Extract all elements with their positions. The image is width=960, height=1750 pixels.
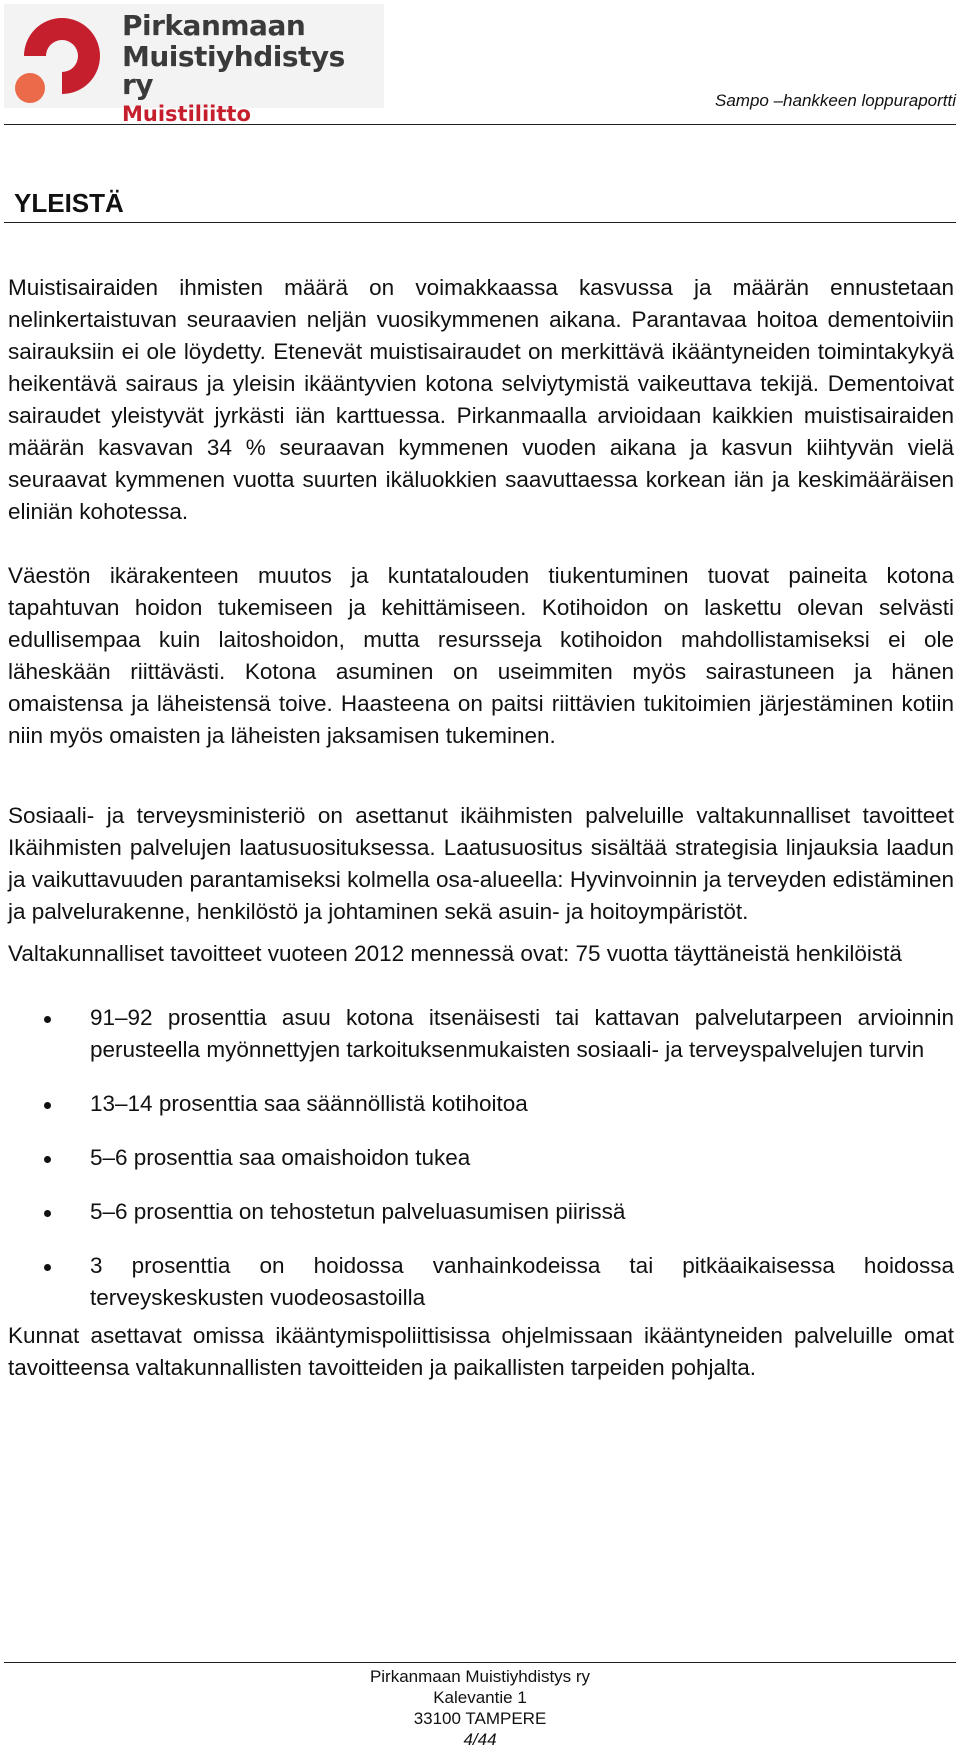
paragraph-1: Muistisairaiden ihmisten määrä on voimakkaassa kasvussa ja määrän ennustetaan nelinkertaistuvan seuraavien neljän vuosikymmenen aikana. Parantavaa hoitoa dementoiviin sairauksiin ei ole löydetty. Etenevät muistisairaudet on merkittävä ikääntyneiden toimintakykyä heikentävä sairaus ja yleisin ikääntyvien kotona selviytymistä vaikeuttava tekijä. Dementoivat sairaudet yleistyvät jyrkästi iän karttuessa. Pirkanmaalla arvioidaan kaikkien muistisairaiden määrän kasvavan 34 % seuraavan kymmenen vuoden aikana ja kasvun kiihtyvän vielä seuraavat kymmenen vuotta suurten ikäluokkien saavuttaessa korkean iän ja keskimääräisen eliniän kohotessa. <box>8 275 954 524</box>
paragraph-3: Sosiaali- ja terveysministeriö on asettanut ikäihmisten palveluille valtakunnalliset tavoitteet Ikäihmisten palvelujen laatusuosituksessa. Laatusuositus sisältää strategisia linjauksia laadun ja vaikuttavuuden parantamiseksi kolmella osa-alueella: Hyvinvoinnin ja terveyden edistäminen ja palvelurakenne, henkilöstö ja johtaminen sekä asuin- ja hoitoympäristöt. <box>8 803 954 924</box>
bullet-icon <box>44 1210 51 1217</box>
organization-logo <box>4 4 384 126</box>
footer-organization: Pirkanmaan Muistiyhdistys ry <box>369 1667 591 1686</box>
header-divider <box>4 124 956 125</box>
list-item-text: 5–6 prosenttia on tehostetun palveluasumisen piirissä <box>90 1199 626 1224</box>
list-item <box>8 1250 954 1314</box>
section-divider <box>4 222 956 223</box>
page-header <box>0 0 960 128</box>
bullet-icon <box>44 1016 51 1023</box>
logo-line-1: Pirkanmaan <box>122 9 306 42</box>
targets-list <box>8 1002 954 1314</box>
footer-city: 33100 TAMPERE <box>413 1709 547 1728</box>
report-title: Sampo –hankkeen loppuraportti <box>715 91 956 110</box>
logo-line-2: Muistiyhdistys ry <box>122 40 345 101</box>
list-item-text: 5–6 prosenttia saa omaishoidon tukea <box>90 1145 471 1170</box>
footer-divider <box>4 1662 956 1663</box>
bullet-icon <box>44 1156 51 1163</box>
list-item-text: 91–92 prosenttia asuu kotona itsenäisesti tai kattavan palvelutarpeen arvioinnin perusteella myönnettyjen tarkoituksenmukaisten sosiaali- ja terveyspalvelujen turvin <box>90 1005 954 1062</box>
footer-street: Kalevantie 1 <box>433 1688 527 1707</box>
memory-logo-icon <box>4 8 114 108</box>
list-item <box>8 1088 954 1120</box>
page-number: 4/44 <box>463 1730 497 1749</box>
section-heading: YLEISTÄ <box>14 188 124 218</box>
paragraph-5: Kunnat asettavat omissa ikääntymispoliittisissa ohjelmissaan ikääntyneiden palveluille omat tavoitteensa valtakunnallisten tavoitteiden ja paikallisten tarpeiden pohjalta. <box>8 1323 954 1380</box>
bullet-icon <box>44 1102 51 1109</box>
list-item-text: 3 prosenttia on hoidossa vanhainkodeissa tai pitkäaikaisessa hoidossa terveyskeskusten vuodeosastoilla <box>90 1253 954 1310</box>
page-footer <box>0 1666 960 1750</box>
list-item <box>8 1002 954 1066</box>
logo-wordmark <box>122 9 384 126</box>
list-item-text: 13–14 prosenttia saa säännöllistä kotihoitoa <box>90 1091 528 1116</box>
list-item <box>8 1196 954 1228</box>
logo-line-3: Muistiliitto <box>122 102 251 126</box>
list-item <box>8 1142 954 1174</box>
body-content <box>8 272 954 1384</box>
paragraph-2: Väestön ikärakenteen muutos ja kuntatalouden tiukentuminen tuovat paineita kotona tapahtuvan hoidon tukemiseen ja kehittämiseen. Kotihoidon on laskettu olevan selvästi edullisempaa kuin laitoshoidon, mutta resursseja kotihoidon mahdollistamiseksi ei ole läheskään riittävästi. Kotona asuminen on useimmiten myös sairastuneen ja hänen omaistensa ja läheistensä toive. Haasteena on paitsi riittävien tukitoimien järjestäminen kotiin niin myös omaisten ja läheisten jaksamisen tukeminen. <box>8 563 954 748</box>
bullet-icon <box>44 1264 51 1271</box>
paragraph-4: Valtakunnalliset tavoitteet vuoteen 2012 mennessä ovat: 75 vuotta täyttäneistä henkilöistä <box>8 941 902 966</box>
